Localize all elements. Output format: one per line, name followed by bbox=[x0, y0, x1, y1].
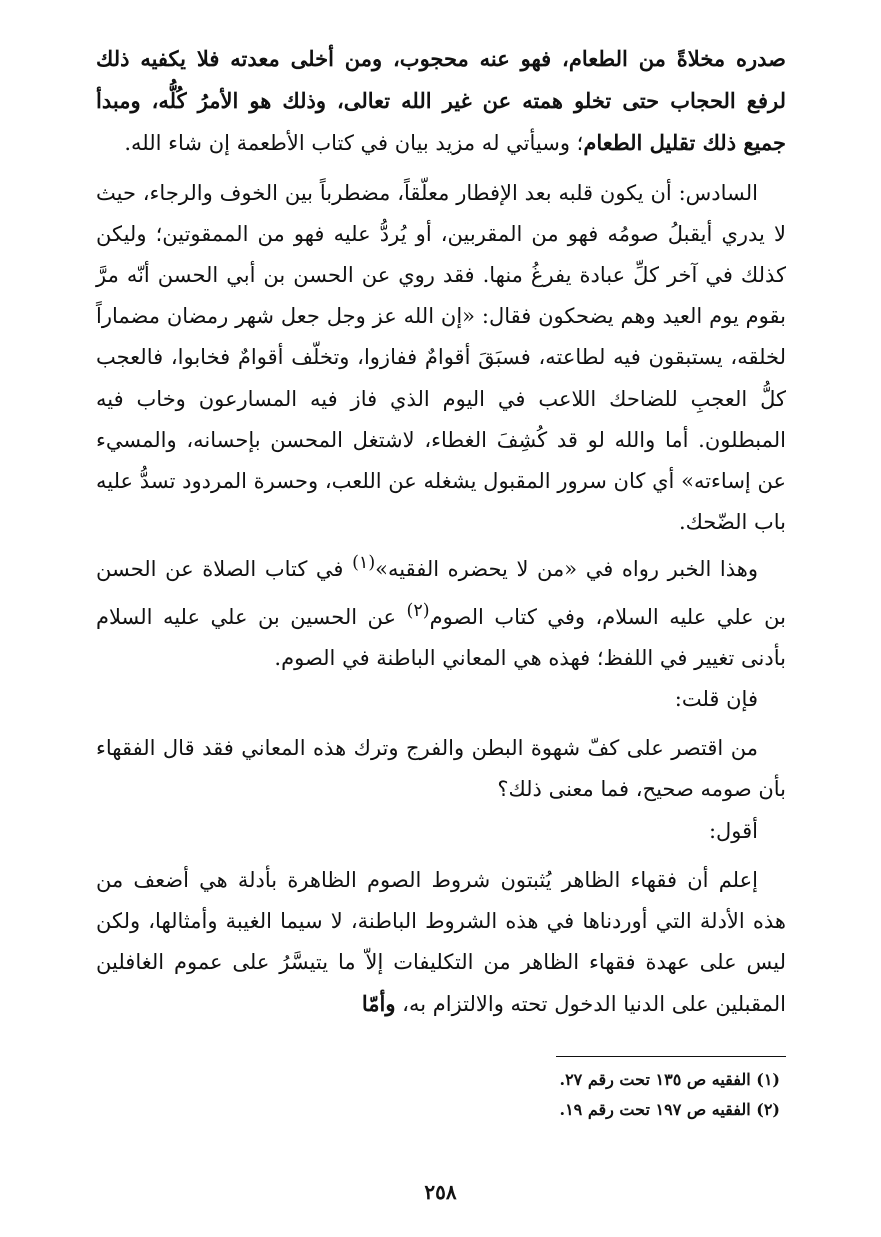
paragraph-intro bbox=[96, 38, 786, 165]
paragraph-sixth-condition: السادس: أن يكون قلبه بعد الإفطار معلّقاً، مضطرباً بين الخوف والرجاء، حيث لا يدري أيقبلُ صومُه فهو من المقربين، أو يُردُّ عليه فهو من الممقوتين؛ وليكن كذلك في آخر كلِّ عبادة يفرغُ منها. فقد روي عن الحسن بن أبي الحسن أنّه مرَّ بقوم يوم العيد وهم يضحكون فقال: «إن الله عز وجل جعل شهر رمضان مضماراً لخلقه، يستبقون فيه لطاعته، فسبَقَ أقوامٌ ففازوا، وتخلّف أقوامٌ فخابوا، فالعجب كلُّ العجبِ للضاحك اللاعب في اليوم الذي فاز فيه المسارعون وخاب فيه المبطلون. أما والله لو قد كُشِفَ الغطاء، لاشتغل المحسن بإحسانه، والمسيء عن إساءته» أي كان سرور المقبول يشغله عن اللعب، وحسرة المردود تسدُّ عليه باب الضّحك. bbox=[96, 180, 787, 535]
p3-text-c: عن الحسين بن علي عليه السلام بأدنى تغيير في اللفظ؛ فهذه هي المعاني الباطنة في الصوم. bbox=[96, 604, 786, 670]
footnote-ref-2[interactable]: (٢) bbox=[406, 600, 430, 621]
page-number: ٢٥٨ bbox=[424, 1180, 457, 1204]
p3-text-b: في كتاب الصلاة عن الحسن بن علي عليه السلام، وفي كتاب الصوم bbox=[96, 557, 787, 629]
intro-bold-text: صدره مخلاةً من الطعام، فهو عنه محجوب، ومن أخلى معدته فلا يكفيه ذلك لرفع الحجاب حتى تخلو همته عن غير الله تعالى، وذلك هو الأمرُ كُلُّه، ومبدأ جميع ذلك تقليل الطعام bbox=[96, 46, 786, 156]
paragraph-hadith-source bbox=[96, 543, 786, 679]
paragraph-answer bbox=[96, 860, 786, 1026]
p7-text: إعلم أن فقهاء الظاهر يُثبتون شروط الصوم الظاهرة بأدلة هي أضعف من هذه الأدلة التي أوردناها في هذه الشروط الباطنة، لا سيما الغيبة وأمثالها، ولكن ليس على عهدة فقهاء الظاهر من التكليفات إلاّ ما يتيسَّرُ على عموم الغافلين المقبلين على الدنيا الدخول تحته والالتزام به، bbox=[96, 867, 786, 1017]
p3-text-a: وهذا الخبر رواه في «من لا يحضره الفقيه» bbox=[375, 557, 759, 582]
footnote-ref-1[interactable]: (١) bbox=[352, 553, 376, 574]
footnote-divider bbox=[556, 1056, 786, 1057]
footnotes bbox=[96, 1056, 786, 1125]
paragraph-answer-heading: أقول: bbox=[708, 818, 758, 843]
intro-rest-text: ؛ وسيأتي له مزيد بيان في كتاب الأطعمة إن شاء الله. bbox=[124, 131, 584, 156]
paragraph-question-heading: فإن قلت: bbox=[674, 687, 758, 712]
paragraph-question: من اقتصر على كفّ شهوة البطن والفرج وترك هذه المعاني فقد قال الفقهاء بأن صومه صحيح، فما معنى ذلك؟ bbox=[96, 736, 786, 802]
footnote-1: (١) الفقيه ص ١٣٥ تحت رقم ٢٧. bbox=[559, 1070, 780, 1089]
p7-bold-text: وأمّا bbox=[361, 991, 396, 1017]
main-text bbox=[96, 38, 786, 1026]
footnote-2: (٢) الفقيه ص ١٩٧ تحت رقم ١٩. bbox=[559, 1100, 780, 1119]
